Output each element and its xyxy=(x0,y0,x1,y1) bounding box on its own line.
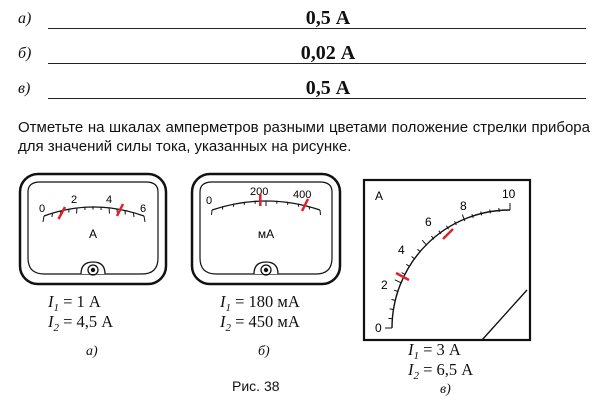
task-instruction: Отметьте на шкалах амперметров разными цветами положение стрелки прибора для значений силы тока, указанных на рисунке. xyxy=(18,119,590,155)
ammeter-c xyxy=(362,178,534,344)
answer-letter: в) xyxy=(18,80,31,97)
figure-label-a: а) xyxy=(86,344,98,359)
figure-label-c: в) xyxy=(440,382,451,397)
current-i1-a: $I_1 = 1$ А xyxy=(48,292,101,314)
scale-label: 200 xyxy=(250,186,269,198)
pivot-icon xyxy=(254,262,278,275)
answer-row-b xyxy=(18,43,586,67)
current-i1-b: $I_1 = 180$ мА xyxy=(220,292,300,314)
scale-label: 4 xyxy=(398,243,405,257)
ammeter-a xyxy=(18,172,168,288)
answer-letter: а) xyxy=(18,10,32,27)
scale-label: 10 xyxy=(502,187,516,201)
scale-label: 0 xyxy=(206,195,213,207)
scale-label: 0 xyxy=(375,321,382,335)
scale-label: 8 xyxy=(460,199,467,213)
scale-label: 6 xyxy=(140,203,147,215)
answer-row-c xyxy=(18,78,586,102)
scale-label: 2 xyxy=(381,278,388,292)
scale-label: 4 xyxy=(106,194,113,206)
figure-label-b: б) xyxy=(258,344,270,359)
current-i2-b: $I_2 = 450$ мА xyxy=(220,312,300,334)
unit-label: А xyxy=(88,227,98,241)
answer-value[interactable]: 0,02 А xyxy=(300,42,356,64)
current-i2-c: $I_2 = 6,5$ А xyxy=(408,360,474,382)
pivot-icon xyxy=(81,262,105,275)
ammeter-b xyxy=(190,172,342,288)
current-i2-a: $I_2 = 4,5$ А xyxy=(48,312,114,334)
scale-label: 6 xyxy=(425,215,432,229)
answer-value[interactable]: 0,5 А xyxy=(305,7,351,29)
answer-row-a xyxy=(18,8,586,32)
answer-letter: б) xyxy=(18,45,32,62)
unit-label: А xyxy=(375,189,384,203)
unit-label: мА xyxy=(257,227,275,241)
answer-value[interactable]: 0,5 А xyxy=(305,77,351,99)
scale-label: 0 xyxy=(39,203,46,215)
current-i1-c: $I_1 = 3$ А xyxy=(408,340,461,362)
scale-label: 2 xyxy=(71,194,78,206)
figure-caption: Рис. 38 xyxy=(232,378,280,394)
scale-label: 400 xyxy=(293,189,312,201)
